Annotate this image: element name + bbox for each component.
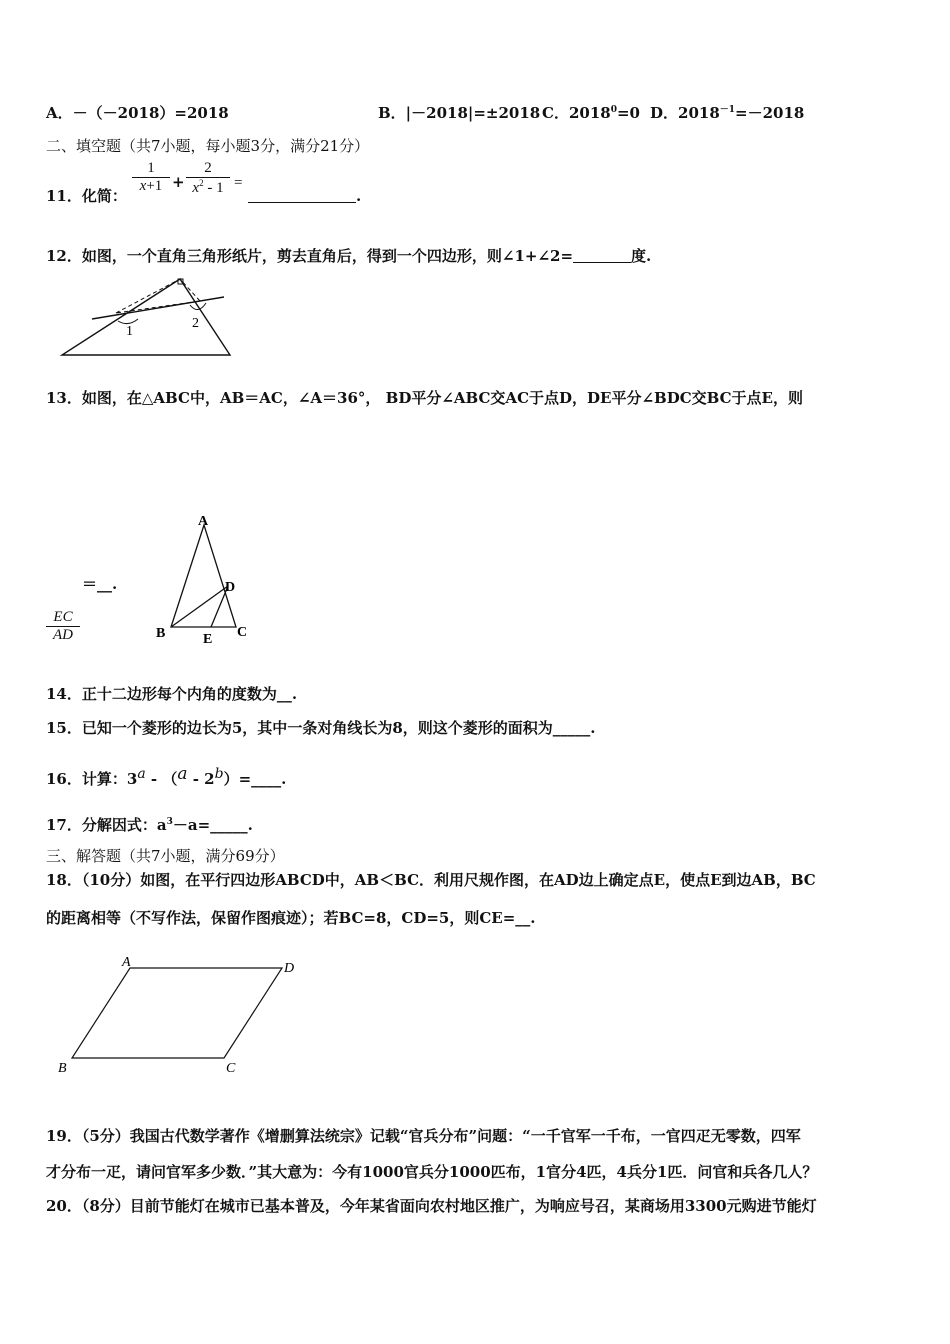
q11-fraction-1: 1 x+1 (132, 160, 170, 195)
section-3-heading: 三、解答题（共7小题，满分69分） (46, 847, 285, 865)
q13-label-e: E (203, 632, 213, 647)
q12-angle-2-label: 2 (192, 316, 199, 331)
q19-line-2: 才分布一疋，请问官军多少数．”其大意为：今有1000官兵分1000匹布，1官分4匹，4兵分1匹．问官和兵各几人？ (46, 1163, 818, 1181)
q14-text: 14．正十二边形每个内角的度数为__. (46, 685, 298, 703)
q19-line-1: 19．（5分）我国古代数学著作《增删算法统宗》记载“官兵分布”问题：“一千官军一千布，一官四疋无零数，四军 (46, 1127, 801, 1145)
q11-answer-blank: . (248, 186, 361, 206)
q11-plus: + (172, 173, 185, 191)
q12-triangle (62, 279, 230, 355)
section-2-heading: 二、填空题（共7小题，每小题3分，满分21分） (46, 137, 370, 155)
q13-label-a: A (198, 514, 209, 529)
q18-line-1: 18．（10分）如图，在平行四边形ABCD中，AB＜BC．利用尺规作图，在AD边上确定点E，使点E到边AB，BC (46, 871, 816, 889)
q18-line-2: 的距离相等（不写作法，保留作图痕迹）；若BC=8，CD=5，则CE=__. (46, 909, 536, 927)
q20-line-1: 20．（8分）目前节能灯在城市已基本普及，今年某省面向农村地区推广，为响应号召，某商场用3300元购进节能灯 (46, 1197, 817, 1215)
q13-answer: ＝__. (82, 575, 118, 593)
q17-text: 17．分解因式：$a^3-a=\_\_\_\_\_$. (46, 816, 253, 834)
q11-label: 11．化简： (46, 187, 127, 205)
q11-fraction-2: 2 $x^2 - 1$ (186, 160, 230, 197)
q12-angle-1-label: 1 (126, 324, 133, 339)
q13-figure (155, 513, 255, 648)
q10-option-b: B．|－2018|=±2018 (378, 104, 541, 122)
q13-label-c: C (237, 625, 248, 640)
q11-equals: = (234, 175, 243, 191)
q10-option-d: D．$2018^{-1}=-2018$ (650, 104, 805, 122)
q15-text: 15．已知一个菱形的边长为5，其中一条对角线长为8，则这个菱形的面积为_____. (46, 719, 596, 737)
q13-text: 13．如图，在△ABC中，AB＝AC，∠A＝36°， BD平分∠ABC交AC于点D，DE平分∠BDC交BC于点E，则 (46, 389, 803, 407)
q10-option-c: C．$2018^0=0$ (542, 104, 640, 122)
q18-parallelogram-figure (52, 950, 312, 1075)
q12-figure (58, 275, 258, 365)
q12-text: 12．如图，一个直角三角形纸片，剪去直角后，得到一个四边形，则∠1+∠2= 度. (46, 247, 652, 265)
q13-label-d: D (225, 580, 236, 595)
q13-fraction: EC AD (46, 609, 80, 644)
q18-label-d: D (284, 961, 295, 976)
q18-label-c: C (226, 1061, 236, 1076)
q18-parallelogram (72, 968, 282, 1058)
q13-label-b: B (156, 626, 166, 641)
q18-label-b: B (58, 1061, 67, 1076)
q18-label-a: A (122, 955, 131, 970)
q13-triangle-abc (171, 525, 236, 627)
q16-text: 16．计算：$3^a - (a - 2^b)=\_\_\_\_$. (46, 764, 287, 788)
q12-angle-1-arc (118, 319, 138, 324)
q10-option-a: A．－（－2018）=2018 (46, 104, 229, 122)
